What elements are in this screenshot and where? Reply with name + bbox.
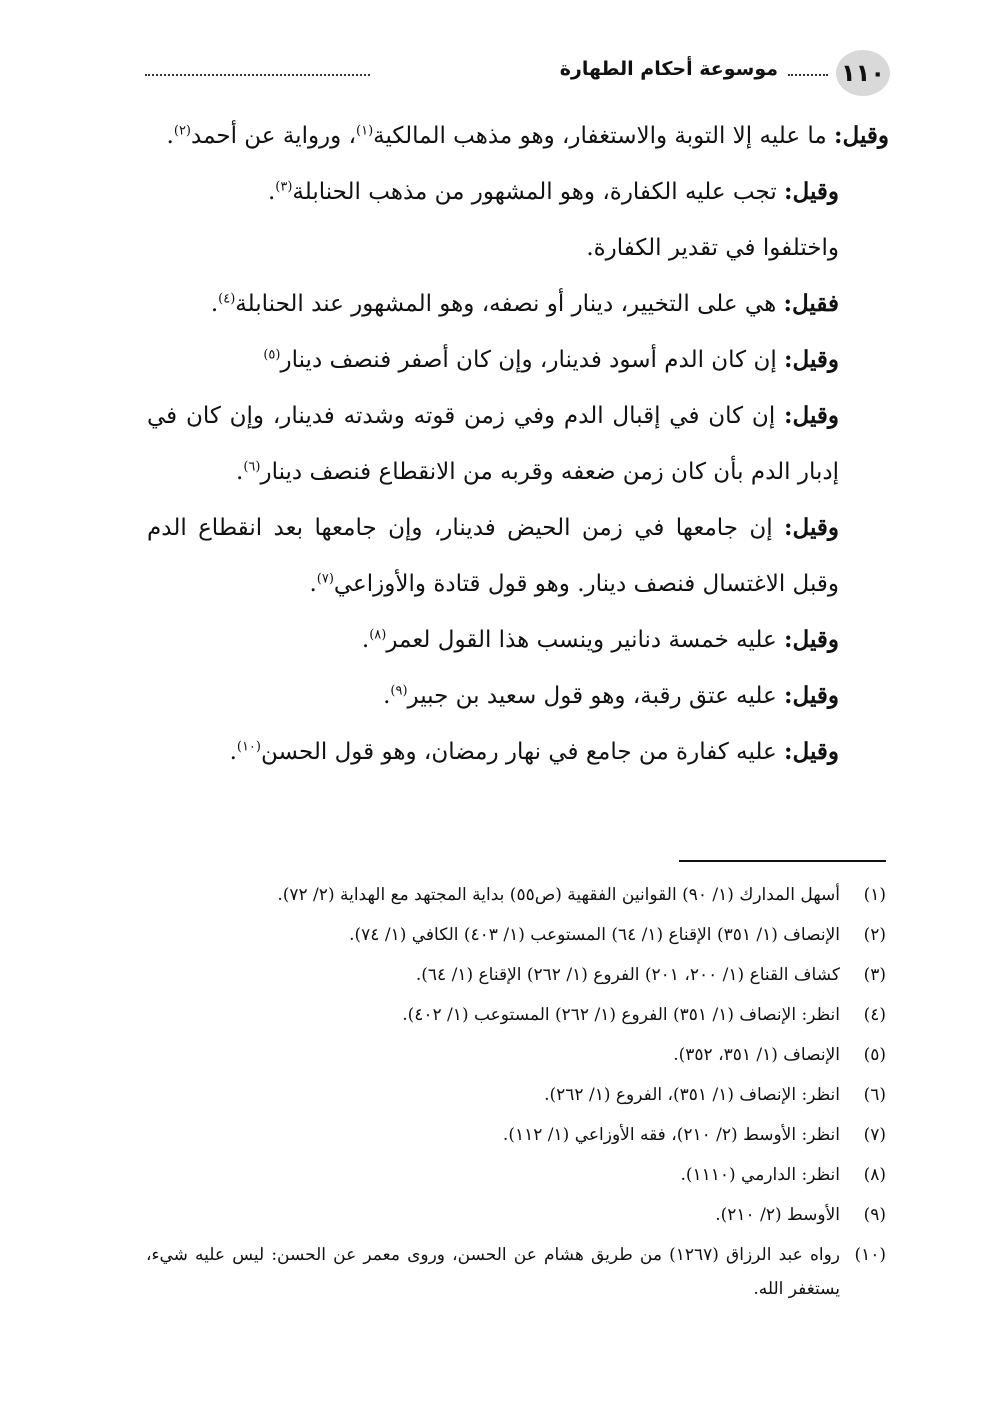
footnote — [146, 1075, 886, 1115]
paragraph-lead: وقيل: — [784, 682, 839, 709]
paragraph-text: إن كان الدم أسود فدينار، وإن كان أصفر فنصف دينار — [280, 347, 785, 373]
paragraph-lead: وقيل: — [784, 178, 839, 205]
paragraph-text: إن كان في إقبال الدم وفي زمن قوته وشدته فدينار، وإن كان في إدبار الدم بأن كان زمن ضعفه وقربه من الانقطاع فنصف دينار — [147, 403, 839, 485]
paragraph-text: عليه عتق رقبة، وهو قول سعيد بن جبير — [407, 683, 785, 709]
footnote-number: (١٠) — [854, 1245, 886, 1265]
paragraph-tail: . — [383, 683, 391, 709]
footnote — [146, 1115, 886, 1155]
footnote-ref: (٤) — [218, 291, 236, 307]
footnote — [146, 1155, 886, 1195]
footnote-ref: (٧) — [316, 571, 334, 587]
footnote — [146, 1035, 886, 1075]
footnote-ref: (١٠) — [236, 739, 261, 755]
page-header — [145, 50, 890, 96]
paragraph-lead: وقيل: — [784, 346, 839, 373]
footnote-text: رواه عبد الرزاق (١٢٦٧) من طريق هشام عن الحسن، وروى معمر عن الحسن: ليس عليه شيء، يستغفر الله. — [146, 1245, 840, 1299]
footnote — [146, 915, 886, 955]
paragraph — [147, 108, 889, 164]
footnote-number: (٦) — [863, 1085, 886, 1105]
paragraph-lead: وقيل: — [834, 122, 889, 149]
footnote-text: كشاف القناع (١/ ٢٠٠، ٢٠١) الفروع (١/ ٢٦٢) الإقناع (١/ ٦٤). — [415, 965, 840, 985]
footnote — [146, 1235, 886, 1306]
footnote — [146, 995, 886, 1035]
header-dotted-rule-right — [788, 74, 828, 76]
paragraph — [147, 388, 889, 500]
paragraph-tail: . — [210, 291, 219, 317]
paragraph-tail: . — [361, 627, 370, 653]
paragraph — [147, 276, 889, 332]
paragraph-text: تجب عليه الكفارة، وهو المشهور من مذهب الحنابلة — [292, 179, 785, 205]
footnote — [146, 875, 886, 915]
page-number: ١١٠ — [836, 50, 890, 96]
footnote-ref: (٥) — [263, 347, 281, 363]
footnote — [146, 955, 886, 995]
footnote-text: الإنصاف (١/ ٣٥١، ٣٥٢). — [673, 1045, 840, 1065]
footnote-ref: (٢) — [173, 123, 191, 139]
paragraph-text: عليه كفارة من جامع في نهار رمضان، وهو قول الحسن — [261, 739, 785, 765]
footnote-text: الإنصاف (١/ ٣٥١) الإقناع (١/ ٦٤) المستوعب (١/ ٤٠٣) الكافي (١/ ٧٤). — [349, 925, 840, 945]
paragraph — [147, 668, 889, 724]
paragraph-text: ما عليه إلا التوبة والاستغفار، وهو مذهب المالكية — [373, 123, 835, 149]
footnote-number: (٤) — [863, 1005, 886, 1025]
footnote-ref: (٨) — [369, 627, 387, 643]
footnote-ref: (١) — [356, 123, 374, 139]
paragraph-lead: فقيل: — [783, 290, 839, 317]
paragraph — [147, 500, 889, 612]
header-dotted-rule-left — [145, 74, 370, 76]
paragraph-lead: وقيل: — [784, 514, 839, 541]
footnote-text: انظر: الدارمي (١١١٠). — [680, 1165, 840, 1185]
footnote-text: انظر: الإنصاف (١/ ٣٥١) الفروع (١/ ٢٦٢) المستوعب (١/ ٤٠٢). — [402, 1005, 840, 1025]
paragraph — [147, 164, 889, 220]
footnote-text: انظر: الأوسط (٢/ ٢١٠)، فقه الأوزاعي (١/ ١١٢). — [502, 1125, 840, 1145]
paragraph-tail: . — [166, 123, 174, 149]
footnote — [146, 1195, 886, 1235]
footnote-number: (٩) — [863, 1205, 886, 1225]
paragraph — [147, 332, 889, 388]
footnote-number: (٣) — [863, 965, 886, 985]
paragraph-tail: . — [236, 459, 244, 485]
paragraph-text: عليه خمسة دنانير وينسب هذا القول لعمر — [386, 627, 785, 653]
paragraph-tail: . — [229, 739, 237, 765]
footnote-number: (٨) — [863, 1165, 886, 1185]
paragraph-text: واختلفوا في تقدير الكفارة. — [586, 235, 839, 261]
main-text — [147, 108, 889, 780]
paragraph-tail: . — [267, 179, 276, 205]
footnote-ref: (٦) — [243, 459, 261, 475]
paragraph-text: إن جامعها في زمن الحيض فدينار، وإن جامعها بعد انقطاع الدم وقبل الاغتسال فنصف دينار. وهو قول قتادة والأوزاعي — [147, 515, 839, 597]
footnote-ref: (٣) — [275, 179, 293, 195]
paragraph-lead: وقيل: — [784, 402, 839, 429]
footnote-ref: (٩) — [390, 683, 408, 699]
footnote-number: (٢) — [863, 925, 886, 945]
footnote-text: انظر: الإنصاف (١/ ٣٥١)، الفروع (١/ ٢٦٢). — [544, 1085, 840, 1105]
paragraph-tail: . — [309, 571, 317, 597]
book-title: موسوعة أحكام الطهارة — [559, 58, 778, 80]
footnote-number: (٥) — [863, 1045, 886, 1065]
paragraph-text: ، ورواية عن أحمد — [191, 123, 357, 149]
paragraph-lead: وقيل: — [784, 626, 839, 653]
footnote-number: (١) — [863, 885, 886, 905]
paragraph — [147, 724, 889, 780]
paragraph-text: هي على التخيير، دينار أو نصفه، وهو المشهور عند الحنابلة — [235, 291, 784, 317]
footnotes — [146, 875, 886, 1306]
footnote-number: (٧) — [863, 1125, 886, 1145]
paragraph-lead: وقيل: — [784, 738, 839, 765]
paragraph — [147, 612, 889, 668]
footnote-divider — [679, 860, 886, 862]
footnote-text: الأوسط (٢/ ٢١٠). — [715, 1205, 840, 1225]
footnote-text: أسهل المدارك (١/ ٩٠) القوانين الفقهية (ص٥٥) بداية المجتهد مع الهداية (٢/ ٧٢). — [277, 885, 840, 905]
paragraph — [147, 220, 889, 276]
